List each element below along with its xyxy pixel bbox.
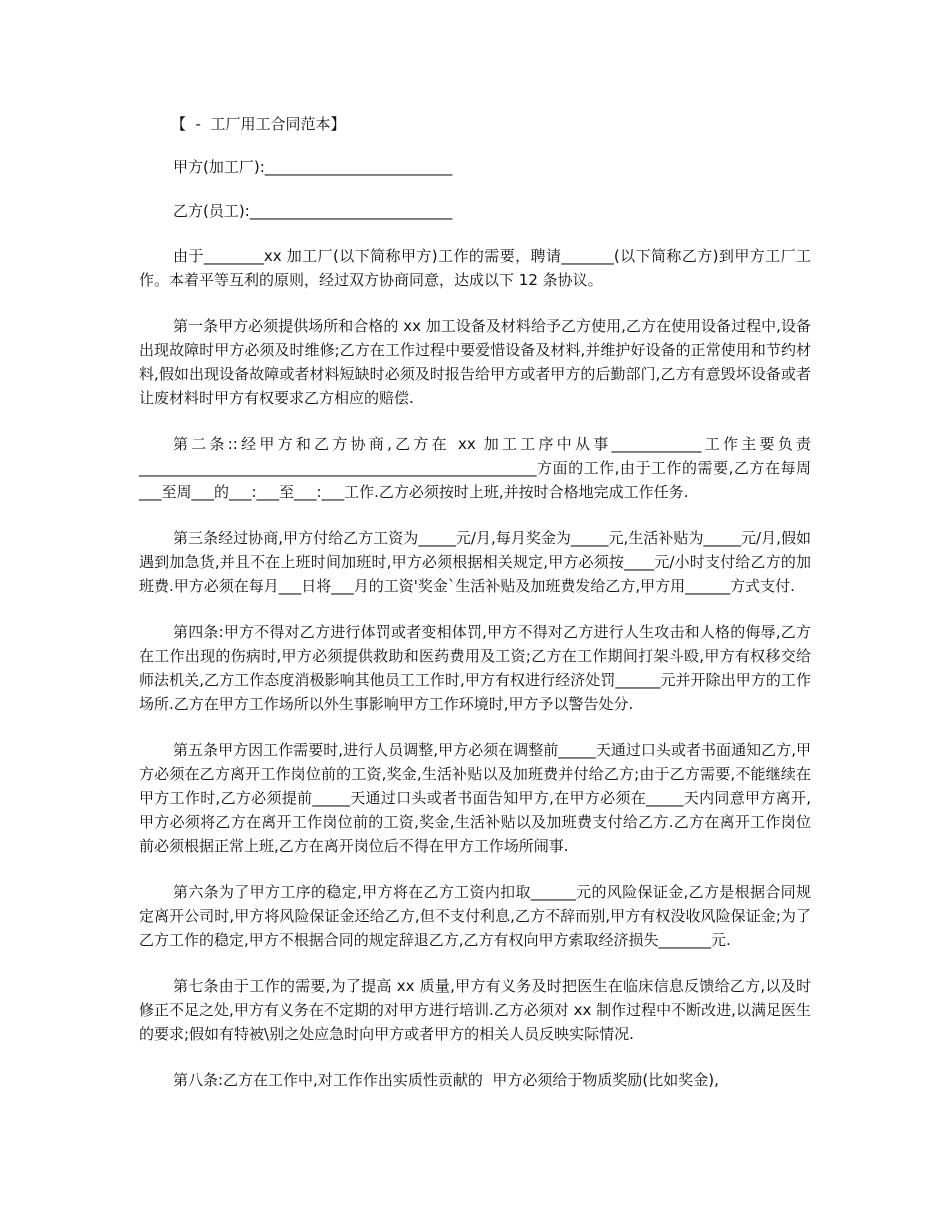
- article-8: 第八条:乙方在工作中,对工作作出实质性贡献的 甲方必须给于物质奖励(比如奖金),: [173, 1071, 719, 1089]
- intro-paragraph: 由于________xx 加工厂(以下简称甲方)工作的需要，聘请_______(以下简称乙方)到甲方工厂工作。本着平等互利的原则，经过双方协商同意，达成以下 12 条协议。: [139, 247, 811, 289]
- party-b-line: 乙方(员工):___________________________: [173, 202, 453, 220]
- document-title: 【 - 工厂用工合同范本】: [171, 115, 346, 133]
- article-2: 第二条::经甲方和乙方协商,乙方在 xx 加工工序中从事____________工作主要负责_____________________________________________________方面的工作,由于工作的需要,乙方在每周___至周___的___:___至___:___工作.乙方必须按时上班,并按时合格地完成工作任务.: [139, 435, 811, 501]
- party-a-line: 甲方(加工厂):_________________________: [173, 158, 453, 176]
- article-3: 第三条经过协商,甲方付给乙方工资为_____元/月,每月奖金为_____元,生活补贴为_____元/月,假如遇到加急货,并且不在上班时间加班时,甲方必须根据相关规定,甲方必须按____元/小时支付给乙方的加班费.甲方必须在每月___日将___月的工资'奖金`生活补贴及加班费发给乙方,甲方用______方式支付.: [139, 529, 811, 595]
- article-7: 第七条由于工作的需要,为了提高 xx 质量,甲方有义务及时把医生在临床信息反馈给乙方,以及时修正不足之处,甲方有义务在不定期的对甲方进行培训.乙方必须对 xx 制作过程中不断改进,以满足医生的要求;假如有特被\别之处应急时向甲方或者甲方的相关人员反映实际情况.: [139, 977, 811, 1043]
- article-1: 第一条甲方必须提供场所和合格的 xx 加工设备及材料给予乙方使用,乙方在使用设备过程中,设备出现故障时甲方必须及时维修;乙方在工作过程中要爱惜设备及材料,并维护好设备的正常使用和节约材料,假如出现设备故障或者材料短缺时必须及时报告给甲方或者甲方的后勤部门,乙方有意毁坏设备或者让废材料时甲方有权要求乙方相应的赔偿.: [139, 317, 811, 407]
- article-6: 第六条为了甲方工序的稳定,甲方将在乙方工资内扣取______元的风险保证金,乙方是根据合同规定离开公司时,甲方将风险保证金还给乙方,但不支付利息,乙方不辞而别,甲方有权没收风险保证金;为了乙方工作的稳定,甲方不根据合同的规定辞退乙方,乙方有权向甲方索取经济损失_______元.: [139, 883, 811, 949]
- contract-page: [139, 112, 811, 1092]
- article-4: 第四条:甲方不得对乙方进行体罚或者变相体罚,甲方不得对乙方进行人生攻击和人格的侮辱,乙方在工作出现的伤病时,甲方必须提供救助和医药费用及工资;乙方在工作期间打架斗殴,甲方有权移交给师法机关,乙方工作态度消极影响其他员工工作时,甲方有权进行经济处罚______元并开除出甲方的工作场所.乙方在甲方工作场所以外生事影响甲方工作环境时,甲方予以警告处分.: [139, 623, 811, 713]
- article-5: 第五条甲方因工作需要时,进行人员调整,甲方必须在调整前_____天通过口头或者书面通知乙方,甲方必须在乙方离开工作岗位前的工资,奖金,生活补贴以及加班费并付给乙方;由于乙方需要,不能继续在甲方工作时,乙方必须提前_____天通过口头或者书面告知甲方,在甲方必须在_____天内同意甲方离开,甲方必须将乙方在离开工作岗位前的工资,奖金,生活补贴以及加班费支付给乙方.乙方在离开工作岗位前必须根据正常上班,乙方在离开岗位后不得在甲方工作场所闹事.: [139, 741, 811, 855]
